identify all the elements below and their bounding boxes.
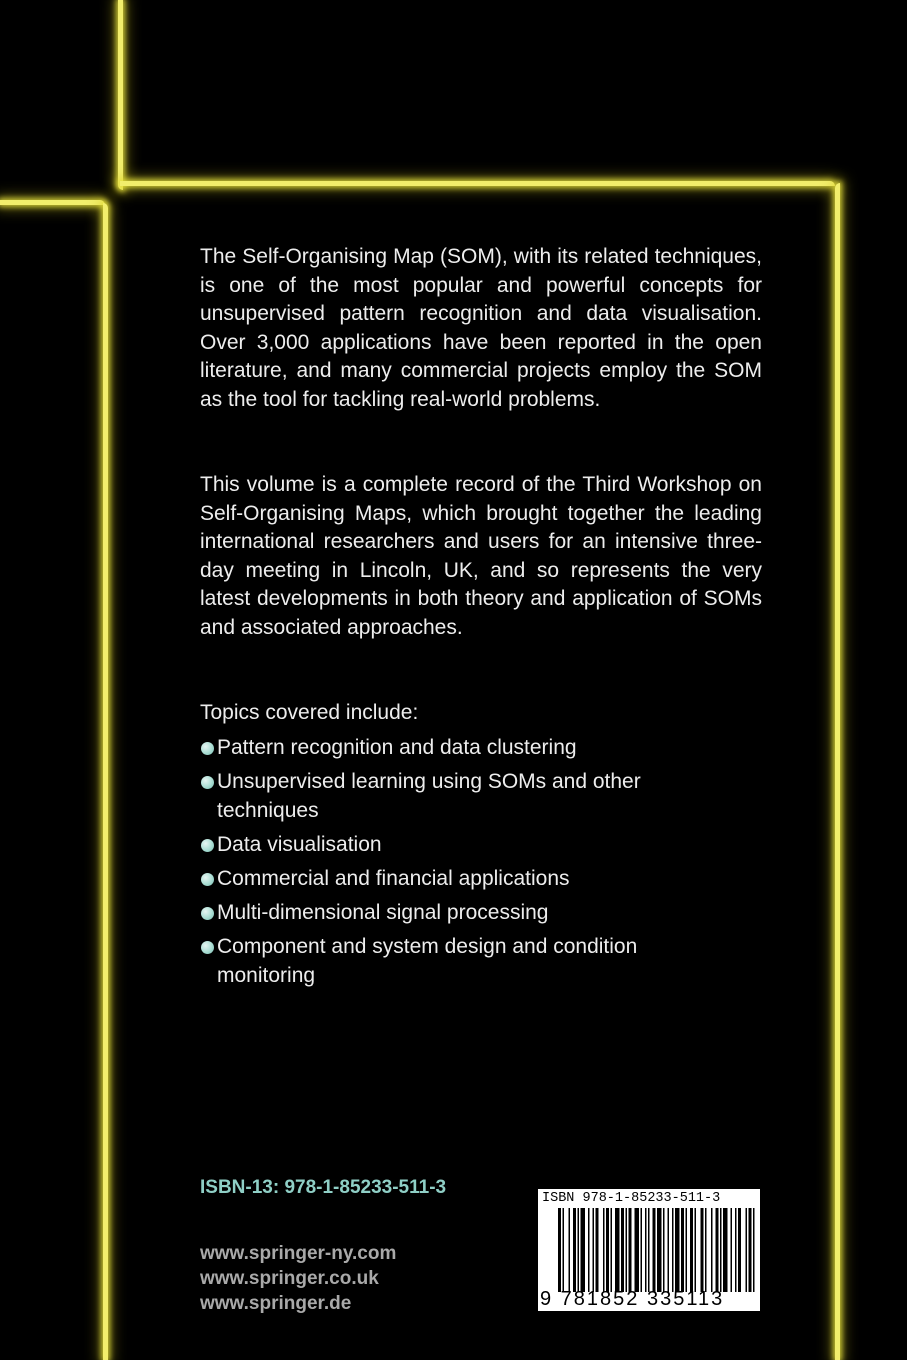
- frame-line-left-top: [118, 0, 123, 190]
- topic-item: [200, 733, 740, 762]
- topic-item-label: Commercial and financial applications: [217, 867, 570, 890]
- topic-item: [200, 830, 740, 859]
- topic-item-label: Multi-dimensional signal processing: [217, 901, 549, 924]
- bullet-icon: [201, 941, 214, 954]
- blurb-intro-paragraph: The Self-Organising Map (SOM), with its related techniques, is one of the most popular and powerful concepts for unsupervised pattern recognition and data visualisation. Over 3,000 applications have been reported in the open literature, and many commercial projects employ the SOM as the tool for tackling real-world problems.: [200, 245, 762, 411]
- topic-item: [200, 864, 740, 893]
- bullet-icon: [201, 873, 214, 886]
- barcode-isbn-text: ISBN 978-1-85233-511-3: [542, 1191, 721, 1206]
- topic-item: [200, 932, 740, 990]
- publisher-url[interactable]: www.springer-ny.com: [200, 1243, 397, 1264]
- topic-item-label: Component and system design and condition monitoring: [217, 935, 638, 987]
- frame-line-left-bottom: [103, 203, 108, 1360]
- frame-line-left-horizontal: [0, 200, 105, 205]
- publisher-urls: [200, 1241, 396, 1316]
- isbn-label: ISBN-13: 978-1-85233-511-3: [200, 1177, 447, 1198]
- topic-item: [200, 767, 740, 825]
- publisher-url[interactable]: www.springer.co.uk: [200, 1268, 379, 1289]
- frame-line-right: [835, 183, 840, 1360]
- blurb-volume-paragraph: This volume is a complete record of the Third Workshop on Self-Organising Maps, which brought together the leading international researchers and users for an intensive three-day meeting in Lincoln, UK, and so represents the very latest developments in both theory and application of SOMs and associated approaches.: [200, 473, 762, 639]
- topic-item: [200, 898, 740, 927]
- barcode-digits: 9 781852 335113: [540, 1288, 725, 1310]
- barcode: [537, 1188, 761, 1312]
- topic-item-label: Unsupervised learning using SOMs and other techniques: [217, 770, 641, 822]
- topic-item-label: Data visualisation: [217, 833, 382, 856]
- barcode-bars-icon: [558, 1208, 756, 1292]
- topics-list: [200, 733, 740, 995]
- topic-item-label: Pattern recognition and data clustering: [217, 736, 577, 759]
- bullet-icon: [201, 776, 214, 789]
- bullet-icon: [201, 907, 214, 920]
- frame-line-top: [120, 181, 835, 186]
- bullet-icon: [201, 742, 214, 755]
- publisher-url[interactable]: www.springer.de: [200, 1293, 352, 1314]
- topics-heading: Topics covered include:: [200, 701, 419, 724]
- bullet-icon: [201, 839, 214, 852]
